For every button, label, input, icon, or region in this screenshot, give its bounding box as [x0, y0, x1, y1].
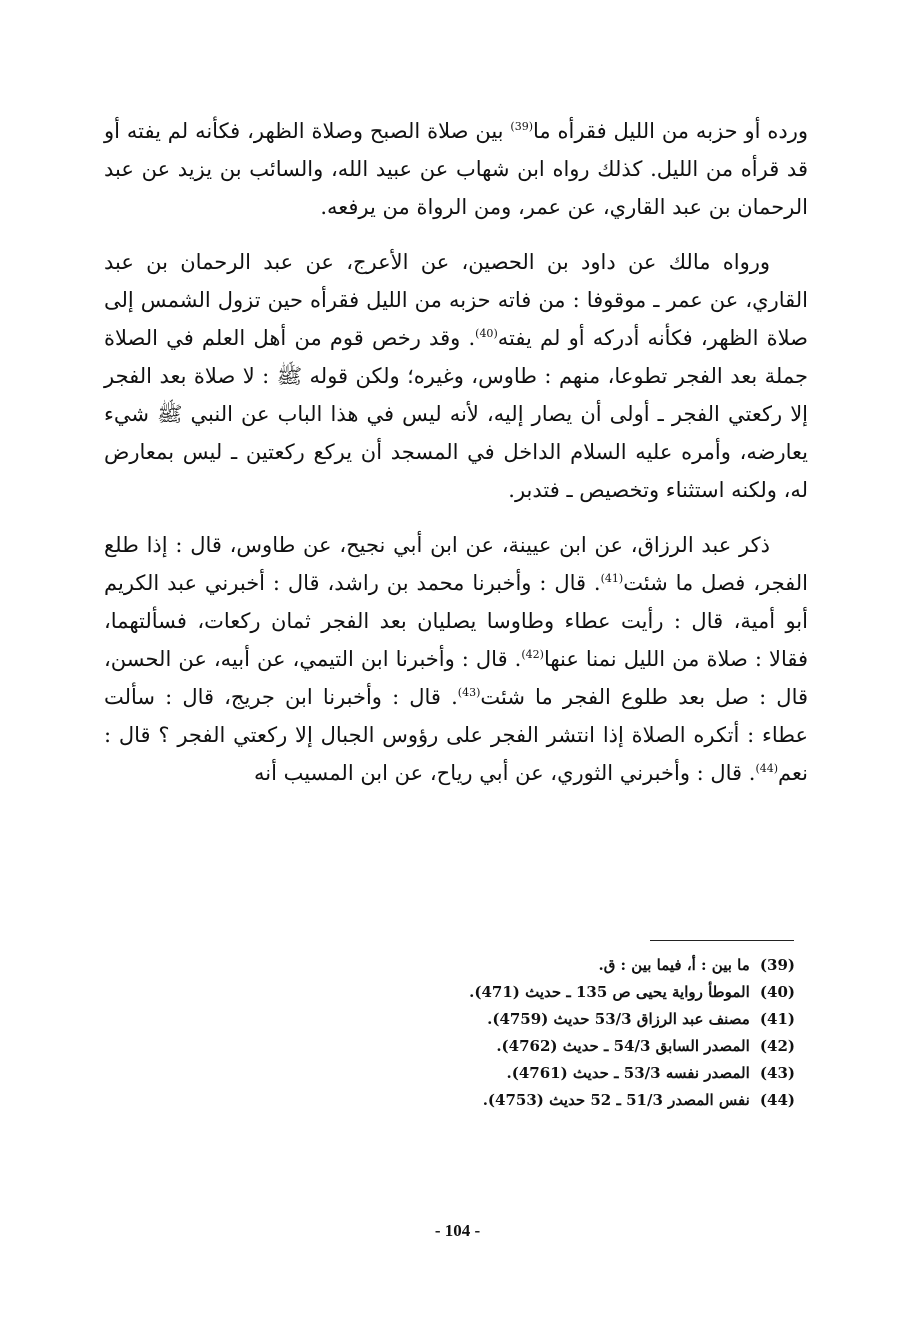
- footnote-ref-44[interactable]: (44): [755, 762, 779, 775]
- footnote-ref-43[interactable]: (43): [457, 686, 481, 699]
- footnote-text: نفس المصدر 51/3 ـ 52 حديث (4753).: [482, 1091, 750, 1109]
- page-number: - 104 -: [434, 1221, 481, 1240]
- footnote-number: (39): [759, 956, 795, 974]
- paragraph-2: ورواه مالك عن داود بن الحصين، عن الأعرج، عن عبد الرحمان بن عبد القاري، عن عمر ـ موقوفا : من فاته حزبه من الليل فقرأه حين تزول الشمس إلى صلاة الظهر، فكأنه أدركه أو لم يفته$^{(40)}$. وقد رخص قوم من أهل العلم في الصلاة جملة بعد الفجر تطوعا، منهم : طاوس، وغيره؛ ولكن قوله ﷺ : لا صلاة بعد الفجر إلا ركعتي الفجر ـ أولى أن يصار إليه، لأنه ليس في هذا الباب عن النبي ﷺ شيء يعارضه، وأمره عليه السلام الداخل في المسجد أن يركع ركعتين ـ ليس بمعارض له، ولكنه استثناء وتخصيص ـ فتدبر.: [104, 250, 808, 502]
- footnotes: [315, 952, 795, 1114]
- footnote-text: مصنف عبد الرزاق 53/3 حديث (4759).: [487, 1010, 750, 1028]
- footnote-divider: [650, 940, 794, 941]
- footnote-number: (42): [759, 1037, 795, 1055]
- footnote-ref-42[interactable]: (42): [521, 648, 544, 661]
- footnote-text: الموطأ رواية يحيى ص 135 ـ حديث (471).: [469, 983, 750, 1001]
- footnote-number: (41): [759, 1010, 795, 1028]
- main-text: [104, 112, 808, 792]
- footnote-text: ما بين : أ، فيما بين : ق.: [598, 956, 750, 974]
- footnote-item: [315, 979, 795, 1006]
- footnote-item: [315, 952, 795, 979]
- footnote-text: المصدر نفسه 53/3 ـ حديث (4761).: [506, 1064, 750, 1082]
- footnote-number: (43): [759, 1064, 795, 1082]
- paragraph-3: ذكر عبد الرزاق، عن ابن عيينة، عن ابن أبي نجيح، عن طاوس، قال : إذا طلع الفجر، فصل ما شئت$^{(41)}$. قال : وأخبرنا محمد بن راشد، قال : أخبرني عبد الكريم أبو أمية، قال : رأيت عطاء وطاوسا يصليان بعد الفجر ثمان ركعات، فسألتهما، فقالا : صلاة من الليل نمنا عنها$^{(42)}$. قال : وأخبرنا ابن التيمي، عن أبيه، عن الحسن، قال : صل بعد طلوع الفجر ما شئت$^{(43)}$. قال : وأخبرنا ابن جريج، قال : سألت عطاء : أتكره الصلاة إذا انتشر الفجر على رؤوس الجبال إلا ركعتي الفجر ؟ قال : نعم$^{(44)}$. قال : وأخبرني الثوري، عن أبي رياح، عن ابن المسيب أنه: [104, 533, 809, 785]
- footnote-number: (40): [759, 983, 795, 1001]
- footnote-ref-39[interactable]: (39): [510, 120, 533, 133]
- footnote-item: [315, 1060, 795, 1087]
- footnote-text: المصدر السابق 54/3 ـ حديث (4762).: [496, 1037, 750, 1055]
- footnote-number: (44): [759, 1091, 795, 1109]
- footnote-item: [315, 1033, 795, 1060]
- footnote-ref-40[interactable]: (40): [475, 327, 498, 340]
- paragraph-1: ورده أو حزبه من الليل فقرأه ما$^{(39)}$ بين صلاة الصبح وصلاة الظهر، فكأنه لم يفته أو قد قرأه من الليل. كذلك رواه ابن شهاب عن عبيد الله، والسائب بن يزيد عن عبد الرحمان بن عبد القاري، عن عمر، ومن الرواة من يرفعه.: [104, 119, 808, 219]
- footnote-ref-41[interactable]: (41): [600, 572, 624, 585]
- footnote-item: [315, 1087, 795, 1114]
- footnote-item: [315, 1006, 795, 1033]
